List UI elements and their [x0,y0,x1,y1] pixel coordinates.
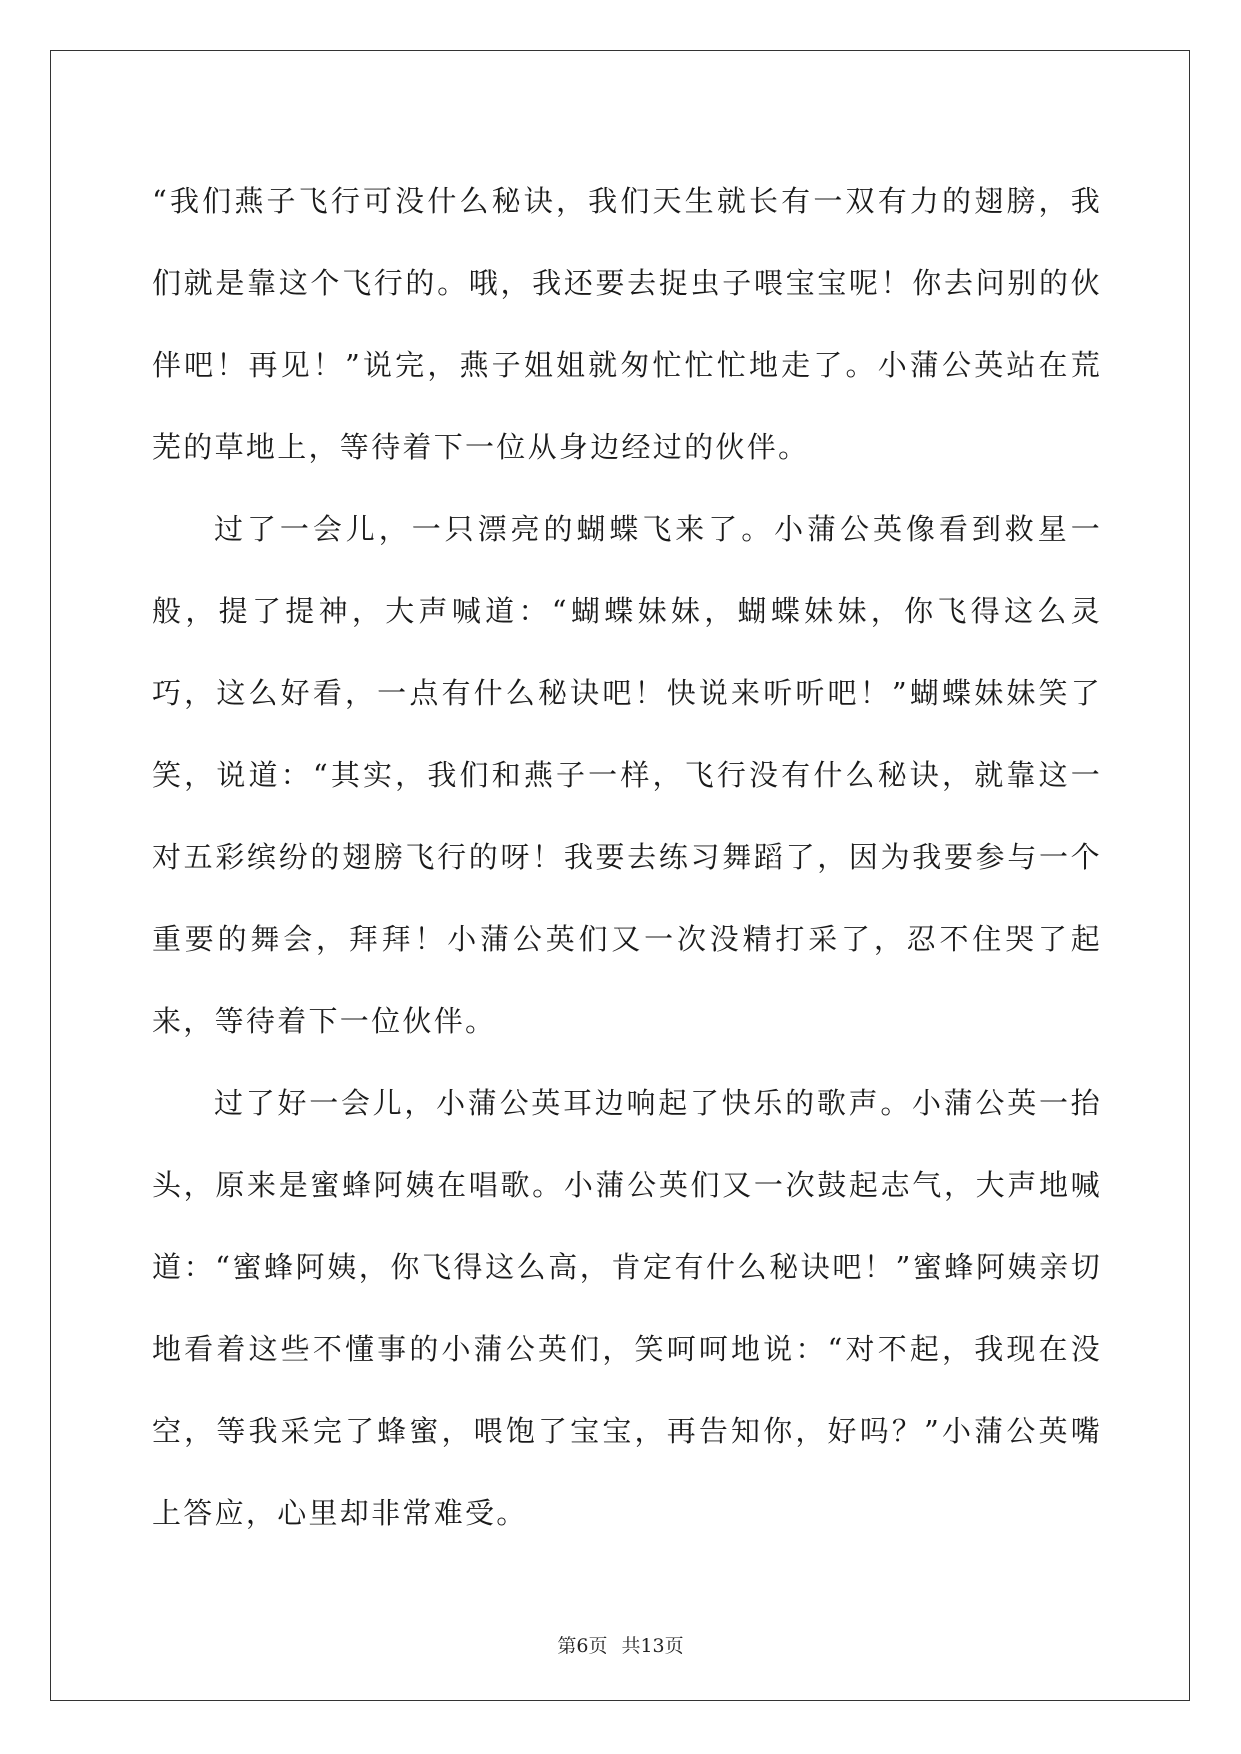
document-body [152,160,1102,1554]
paragraph-3: 过了好一会儿，小蒲公英耳边响起了快乐的歌声。小蒲公英一抬头，原来是蜜蜂阿姨在唱歌。小蒲公英们又一次鼓起志气，大声地喊道：“蜜蜂阿姨，你飞得这么高，肯定有什么秘诀吧！”蜜蜂阿姨亲切地看着这些不懂事的小蒲公英们，笑呵呵地说：“对不起，我现在没空，等我采完了蜂蜜，喂饱了宝宝，再告知你，好吗？”小蒲公英嘴上答应，心里却非常难受。 [152,1086,1102,1530]
paragraph-1: “我们燕子飞行可没什么秘诀，我们天生就长有一双有力的翅膀，我们就是靠这个飞行的。哦，我还要去捉虫子喂宝宝呢！你去问别的伙伴吧！再见！”说完，燕子姐姐就匆忙忙忙地走了。小蒲公英站在荒芜的草地上，等待着下一位从身边经过的伙伴。 [152,184,1102,464]
page-total: 共13页 [621,1635,684,1657]
page-footer [0,1634,1241,1658]
paragraph-2: 过了一会儿，一只漂亮的蝴蝶飞来了。小蒲公英像看到救星一般，提了提神，大声喊道：“蝴蝶妹妹，蝴蝶妹妹，你飞得这么灵巧，这么好看，一点有什么秘诀吧！快说来听听吧！”蝴蝶妹妹笑了笑，说道：“其实，我们和燕子一样，飞行没有什么秘诀，就靠这一对五彩缤纷的翅膀飞行的呀！我要去练习舞蹈了，因为我要参与一个重要的舞会，拜拜！小蒲公英们又一次没精打采了，忍不住哭了起来，等待着下一位伙伴。 [152,512,1102,1038]
page-number: 第6页 [557,1635,608,1657]
